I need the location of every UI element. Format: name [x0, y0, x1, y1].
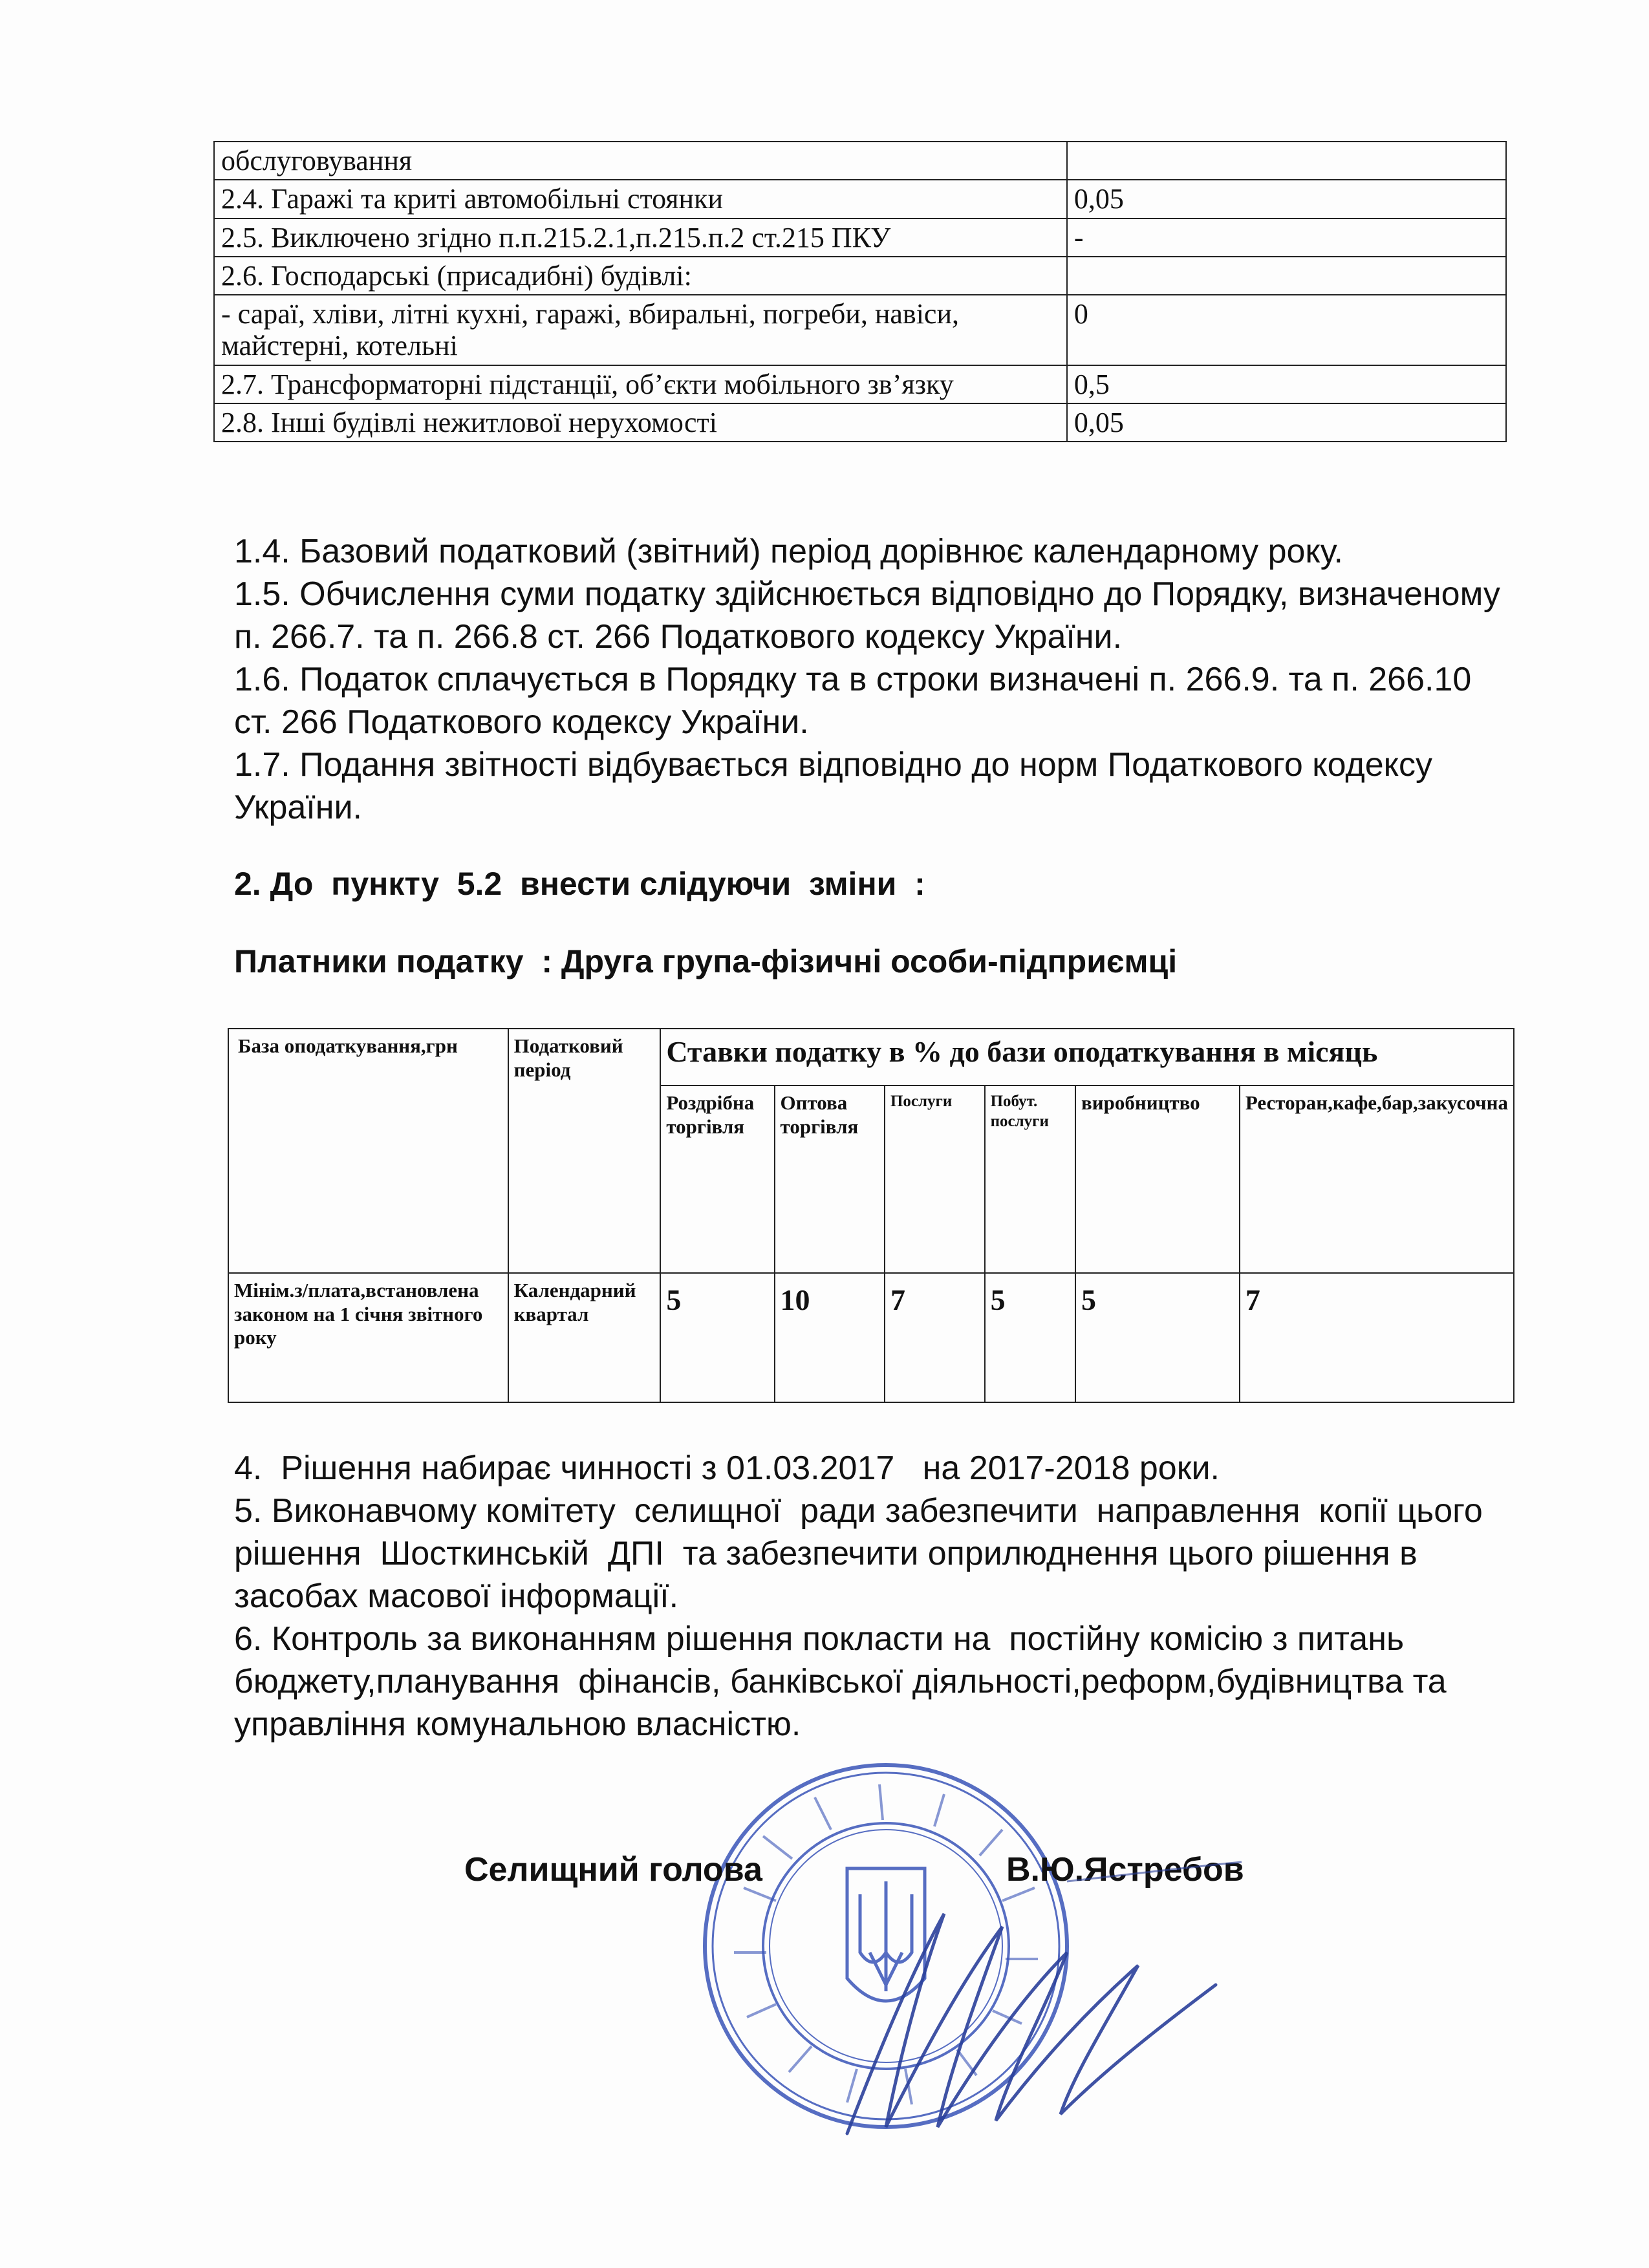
clause-1-7: 1.7. Подання звітності відбувається відповідно до норм Податкового кодексу України.	[234, 746, 1432, 826]
tax-rates-table-continued	[213, 141, 1507, 442]
table-cell-value: 0,05	[1067, 403, 1506, 442]
clause-1-4: 1.4. Базовий податковий (звітний) період дорівнює календарному року.	[234, 533, 1343, 570]
cell-services-rate: 7	[885, 1273, 985, 1402]
signature-name: В.Ю.Ястребов	[1006, 1851, 1244, 1888]
clause-1-5: 1.5. Обчислення суми податку здійснюється відповідно до Порядку, визначеному п. 266.7. та п. 266.8 ст. 266 Податкового кодексу України.	[234, 575, 1500, 656]
clause-6: 6. Контроль за виконанням рішення покласти на постійну комісію з питань бюджету,планування фінансів, банківської діяльності,реформ,будівництва та управління комунальною власністю.	[234, 1620, 1456, 1743]
clauses-2	[234, 1447, 1521, 1746]
cell-tax-period: Календарний квартал	[508, 1273, 661, 1402]
table-header-row	[228, 1029, 1514, 1086]
amendment-heading: 2. До пункту 5.2 внести слідуючи зміни :	[234, 866, 925, 902]
subheader-production: виробництво	[1075, 1086, 1240, 1273]
table-cell-value: 0	[1067, 295, 1506, 365]
cell-retail-rate: 5	[660, 1273, 774, 1402]
cell-consumer-services-rate: 5	[985, 1273, 1075, 1402]
handwritten-signature-icon	[802, 1856, 1267, 2140]
clause-4: 4. Рішення набирає чинності з 01.03.2017 на 2017-2018 роки.	[234, 1450, 1220, 1487]
subheader-wholesale: Оптова торгівля	[775, 1086, 885, 1273]
table-row	[214, 142, 1506, 180]
cell-wholesale-rate: 10	[775, 1273, 885, 1402]
table-row	[214, 180, 1506, 218]
table-cell-label: обслуговування	[214, 142, 1067, 180]
cell-tax-base: Мінім.з/плата,встановлена законом на 1 січня звітного року	[228, 1273, 508, 1402]
table-row	[228, 1273, 1514, 1402]
subheader-services: Послуги	[885, 1086, 985, 1273]
clause-5: 5. Виконавчому комітету селищної ради забезпечити направлення копії цього рішення Шосткинській ДПІ та забезпечити оприлюднення цього рішення в засобах масової інформації.	[234, 1492, 1493, 1615]
table-cell-label: 2.4. Гаражі та криті автомобільні стоянки	[214, 180, 1067, 218]
table-cell-label: 2.8. Інші будівлі нежитлової нерухомості	[214, 403, 1067, 442]
table-cell-label: 2.6. Господарські (присадибні) будівлі:	[214, 257, 1067, 295]
table-cell-label: 2.7. Трансформаторні підстанції, об’єкти мобільного зв’язку	[214, 365, 1067, 403]
table-row	[214, 403, 1506, 442]
table-cell-value	[1067, 257, 1506, 295]
table-cell-value: 0,05	[1067, 180, 1506, 218]
header-tax-base: База оподаткування,грн	[228, 1029, 508, 1273]
subheader-restaurant: Ресторан,кафе,бар,закусочна	[1240, 1086, 1514, 1273]
subheader-consumer-services: Побут. послуги	[985, 1086, 1075, 1273]
payers-heading: Платники податку : Друга група-фізичні особи-підприємці	[234, 943, 1178, 979]
signature-title: Селищний голова	[464, 1851, 762, 1888]
single-tax-rates-table	[228, 1028, 1514, 1403]
table-cell-value: -	[1067, 219, 1506, 257]
header-tax-rates: Ставки податку в % до бази оподаткування в місяць	[660, 1029, 1514, 1086]
cell-production-rate: 5	[1075, 1273, 1240, 1402]
table-row	[214, 295, 1506, 365]
table-row	[214, 257, 1506, 295]
table-cell-value	[1067, 142, 1506, 180]
table-cell-label: - сараї, хліви, літні кухні, гаражі, вбиральні, погреби, навіси, майстерні, котельні	[214, 295, 1067, 365]
table-row	[214, 365, 1506, 403]
subheader-retail: Роздрібна торгівля	[660, 1086, 774, 1273]
clause-1-6: 1.6. Податок сплачується в Порядку та в строки визначені п. 266.9. та п. 266.10 ст. 266 Податкового кодексу України.	[234, 661, 1472, 741]
header-tax-period: Податковий період	[508, 1029, 661, 1273]
table-cell-value: 0,5	[1067, 365, 1506, 403]
clauses-1	[234, 530, 1514, 829]
table-row	[214, 219, 1506, 257]
table-cell-label: 2.5. Виключено згідно п.п.215.2.1,п.215.п.2 ст.215 ПКУ	[214, 219, 1067, 257]
cell-restaurant-rate: 7	[1240, 1273, 1514, 1402]
